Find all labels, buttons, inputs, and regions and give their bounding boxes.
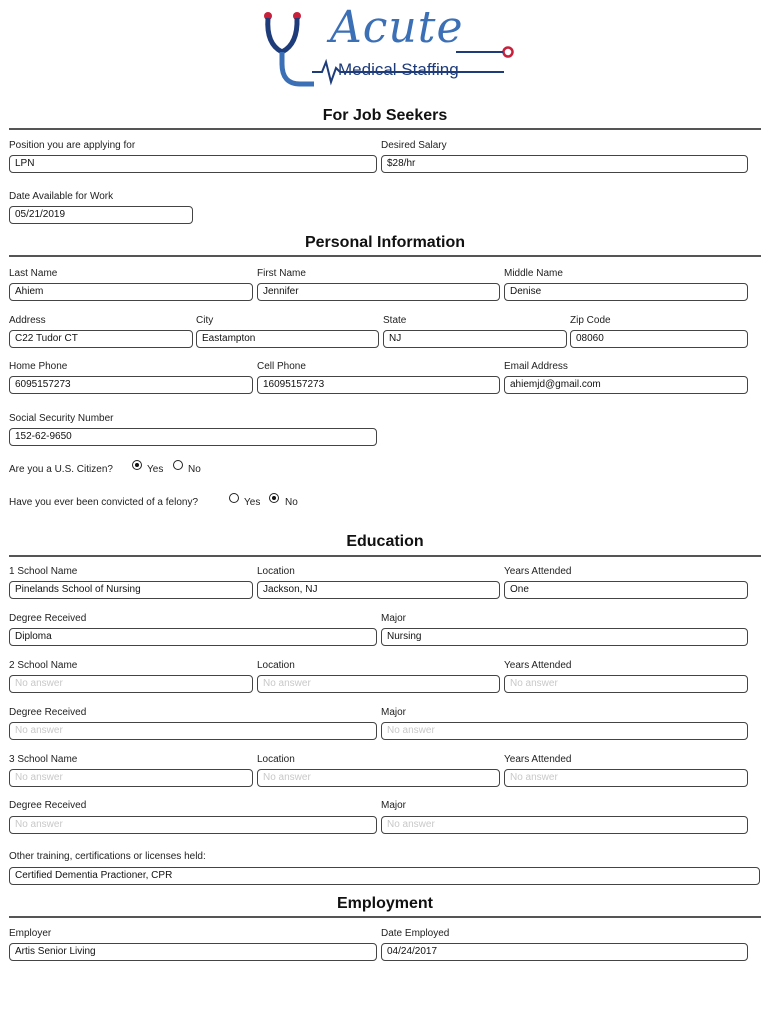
school2-input[interactable]: No answer <box>9 675 253 693</box>
school3-input[interactable]: No answer <box>9 769 253 787</box>
divider <box>9 128 761 130</box>
salary-input[interactable]: $28/hr <box>381 155 748 173</box>
section-title-employment: Employment <box>336 895 433 912</box>
school1-label: 1 School Name <box>9 566 78 577</box>
major1-label: Major <box>381 613 407 624</box>
brand-tagline: Medical Staffing <box>338 60 459 79</box>
home-phone-label: Home Phone <box>9 361 68 372</box>
first-name-label: First Name <box>257 268 306 279</box>
citizen-question: Are you a U.S. Citizen? <box>9 464 113 475</box>
brand-name: Acute <box>330 2 464 53</box>
degree2-label: Degree Received <box>9 707 87 718</box>
section-title-job: For Job Seekers <box>322 107 448 124</box>
date-available-label: Date Available for Work <box>9 191 114 202</box>
years1-input[interactable]: One <box>504 581 748 599</box>
other-training-label: Other training, certifications or licenses held: <box>9 851 206 862</box>
zip-input[interactable]: 08060 <box>570 330 748 348</box>
position-input[interactable]: LPN <box>9 155 377 173</box>
city-input[interactable]: Eastampton <box>196 330 379 348</box>
address-input[interactable]: C22 Tudor CT <box>9 330 193 348</box>
cell-phone-input[interactable]: 16095157273 <box>257 376 500 394</box>
citizen-yes-label: Yes <box>147 464 164 475</box>
felony-yes-label: Yes <box>244 497 261 508</box>
employer-label: Employer <box>9 928 52 939</box>
degree3-label: Degree Received <box>9 800 87 811</box>
major1-input[interactable]: Nursing <box>381 628 748 646</box>
address-label: Address <box>9 315 46 326</box>
years2-label: Years Attended <box>504 660 572 671</box>
last-name-label: Last Name <box>9 268 58 279</box>
other-training-input[interactable]: Certified Dementia Practioner, CPR <box>9 867 760 885</box>
city-label: City <box>196 315 214 326</box>
ssn-label: Social Security Number <box>9 413 114 424</box>
degree1-label: Degree Received <box>9 613 87 624</box>
location2-label: Location <box>257 660 295 671</box>
salary-label: Desired Salary <box>381 140 447 151</box>
email-input[interactable]: ahiemjd@gmail.com <box>504 376 748 394</box>
date-available-input[interactable]: 05/21/2019 <box>9 206 193 224</box>
last-name-input[interactable]: Ahiem <box>9 283 253 301</box>
major2-input[interactable]: No answer <box>381 722 748 740</box>
years3-label: Years Attended <box>504 754 572 765</box>
location3-input[interactable]: No answer <box>257 769 500 787</box>
home-phone-input[interactable]: 6095157273 <box>9 376 253 394</box>
school3-label: 3 School Name <box>9 754 78 765</box>
location3-label: Location <box>257 754 295 765</box>
position-label: Position you are applying for <box>9 140 136 151</box>
years2-input[interactable]: No answer <box>504 675 748 693</box>
felony-no-label: No <box>285 497 298 508</box>
degree3-input[interactable]: No answer <box>9 816 377 834</box>
email-label: Email Address <box>504 361 568 372</box>
section-title-education: Education <box>346 533 424 550</box>
employer-input[interactable]: Artis Senior Living <box>9 943 377 961</box>
school2-label: 2 School Name <box>9 660 78 671</box>
divider <box>9 255 761 257</box>
felony-question: Have you ever been convicted of a felony? <box>9 497 199 508</box>
state-input[interactable]: NJ <box>383 330 567 348</box>
felony-no-radio[interactable] <box>269 493 279 503</box>
school1-input[interactable]: Pinelands School of Nursing <box>9 581 253 599</box>
citizen-no-radio[interactable] <box>173 460 183 470</box>
location2-input[interactable]: No answer <box>257 675 500 693</box>
zip-label: Zip Code <box>570 315 611 326</box>
years3-input[interactable]: No answer <box>504 769 748 787</box>
section-title-personal: Personal Information <box>304 234 466 251</box>
degree2-input[interactable]: No answer <box>9 722 377 740</box>
citizen-no-label: No <box>188 464 201 475</box>
cell-phone-label: Cell Phone <box>257 361 306 372</box>
major3-input[interactable]: No answer <box>381 816 748 834</box>
divider <box>9 555 761 557</box>
logo <box>252 4 520 90</box>
major2-label: Major <box>381 707 407 718</box>
first-name-input[interactable]: Jennifer <box>257 283 500 301</box>
location1-label: Location <box>257 566 295 577</box>
degree1-input[interactable]: Diploma <box>9 628 377 646</box>
years1-label: Years Attended <box>504 566 572 577</box>
middle-name-input[interactable]: Denise <box>504 283 748 301</box>
date-employed-input[interactable]: 04/24/2017 <box>381 943 748 961</box>
felony-yes-radio[interactable] <box>229 493 239 503</box>
state-label: State <box>383 315 407 326</box>
ssn-input[interactable]: 152-62-9650 <box>9 428 377 446</box>
divider <box>9 916 761 918</box>
major3-label: Major <box>381 800 407 811</box>
citizen-yes-radio[interactable] <box>132 460 142 470</box>
date-employed-label: Date Employed <box>381 928 450 939</box>
location1-input[interactable]: Jackson, NJ <box>257 581 500 599</box>
middle-name-label: Middle Name <box>504 268 563 279</box>
